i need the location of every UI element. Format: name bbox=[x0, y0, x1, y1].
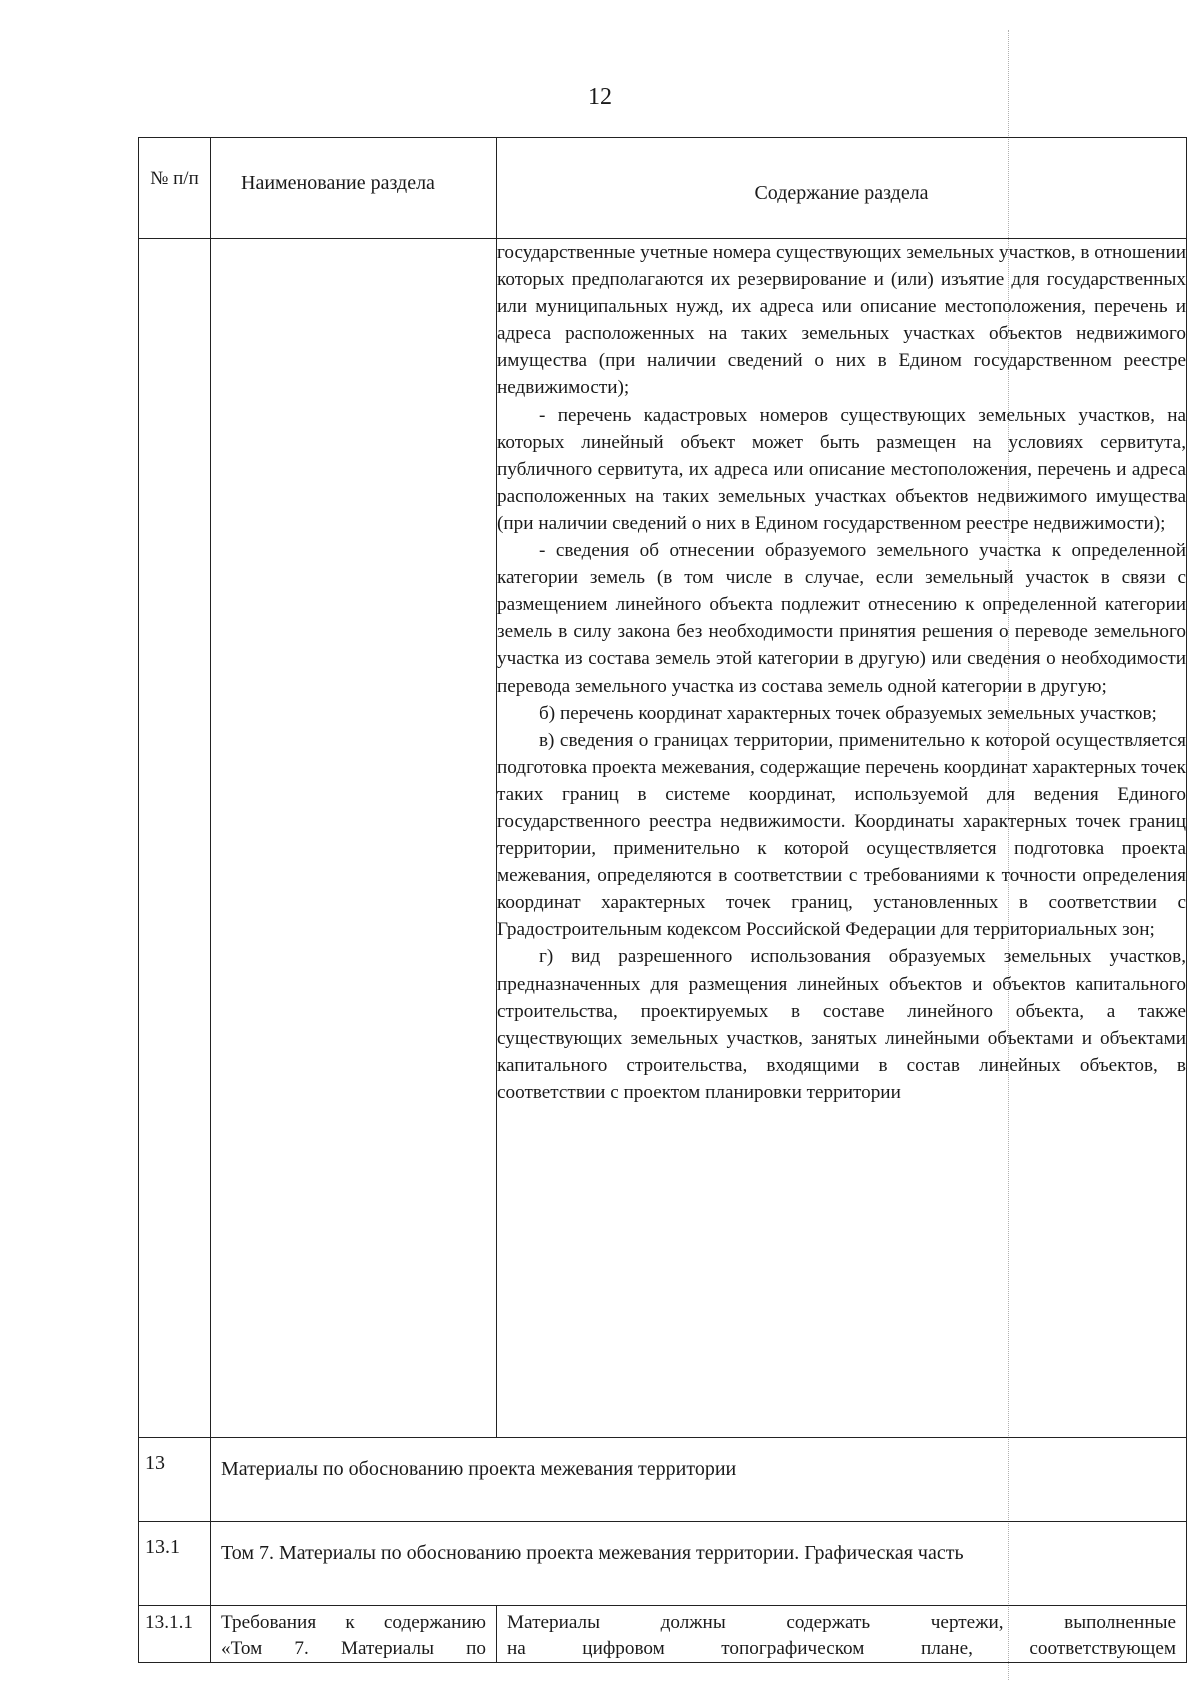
table-row-13-1-1 bbox=[139, 1606, 1187, 1663]
header-section-content: Содержание раздела bbox=[497, 138, 1187, 239]
requirement-content bbox=[497, 1606, 1187, 1663]
requirement-content-line: Материалы должны содержать чертежи, выполненные bbox=[507, 1612, 1176, 1633]
cell-empty-name bbox=[211, 239, 497, 1438]
cell-section-content bbox=[497, 239, 1187, 1438]
row-number: 13.1 bbox=[139, 1522, 211, 1606]
content-paragraphs bbox=[497, 239, 1186, 1106]
content-paragraph: государственные учетные номера существующих земельных участков, в отношении которых предполагаются их резервирование и (или) изъятие для государственных или муниципальных нужд, их адреса или описание местоположения, перечень и адреса расположенных на таких земельных участках объектов недвижимого имущества (при наличии сведений о них в Едином государственном реестре недвижимости); bbox=[497, 242, 1186, 399]
content-paragraph: б) перечень координат характерных точек образуемых земельных участков; bbox=[539, 702, 1157, 724]
cell-empty-number bbox=[139, 239, 211, 1438]
header-number: № п/п bbox=[139, 138, 211, 239]
requirement-name-line: «Том 7. Материалы по bbox=[221, 1638, 486, 1659]
header-section-name: Наименование раздела bbox=[211, 138, 497, 239]
content-paragraph: - перечень кадастровых номеров существующих земельных участков, на которых линейный объект может быть размещен на условиях сервитута, публичного сервитута, их адреса или описание местоположения, перечень и адреса расположенных на таких земельных участках объектов недвижимого имущества (при наличии сведений о них в Едином государственном реестре недвижимости); bbox=[497, 404, 1186, 534]
section-title: Том 7. Материалы по обоснованию проекта межевания территории. Графическая часть bbox=[211, 1522, 1187, 1606]
table-row-13-1 bbox=[139, 1522, 1187, 1606]
row-number: 13 bbox=[139, 1438, 211, 1522]
table-row-continued bbox=[139, 239, 1187, 1438]
content-paragraph: г) вид разрешенного использования образуемых земельных участков, предназначенных для размещения линейных объектов и объектов капитального строительства, проектируемых в составе линейного объекта, а также существующих земельных участков, занятых линейными объектами и объектами капитального строительства, входящими в состав линейных объектов, в соответствии с проектом планировки территории bbox=[497, 946, 1186, 1103]
section-title: Материалы по обоснованию проекта межевания территории bbox=[211, 1438, 1187, 1522]
table-row-13 bbox=[139, 1438, 1187, 1522]
table-header-row bbox=[139, 138, 1187, 239]
content-paragraph: - сведения об отнесении образуемого земельного участка к определенной категории земель (в том числе в случае, если земельный участок в связи с размещением линейного объекта подлежит отнесению к определенной категории земель в силу закона без необходимости принятия решения о переводе земельного участка из состава земель этой категории в другую) или сведения о необходимости перевода земельного участка из состава земель одной категории в другую; bbox=[497, 540, 1186, 697]
sections-table bbox=[138, 137, 1187, 1663]
requirement-content-line: на цифровом топографическом плане, соответствующем bbox=[507, 1638, 1176, 1659]
row-number: 13.1.1 bbox=[139, 1606, 211, 1663]
requirement-name-line: Требования к содержанию bbox=[221, 1612, 486, 1633]
page-number: 12 bbox=[588, 84, 612, 110]
requirement-name bbox=[211, 1606, 497, 1663]
content-paragraph: в) сведения о границах территории, применительно к которой осуществляется подготовка проекта межевания, содержащие перечень координат характерных точек таких границ в системе координат, используемой для ведения Единого государственного реестра недвижимости. Координаты характерных точек границ территории, применительно к которой осуществляется подготовка проекта межевания, определяются в соответствии с требованиями к точности определения координат характерных точек границ, установленных в соответствии с Градостроительным кодексом Российской Федерации для территориальных зон; bbox=[497, 729, 1186, 941]
